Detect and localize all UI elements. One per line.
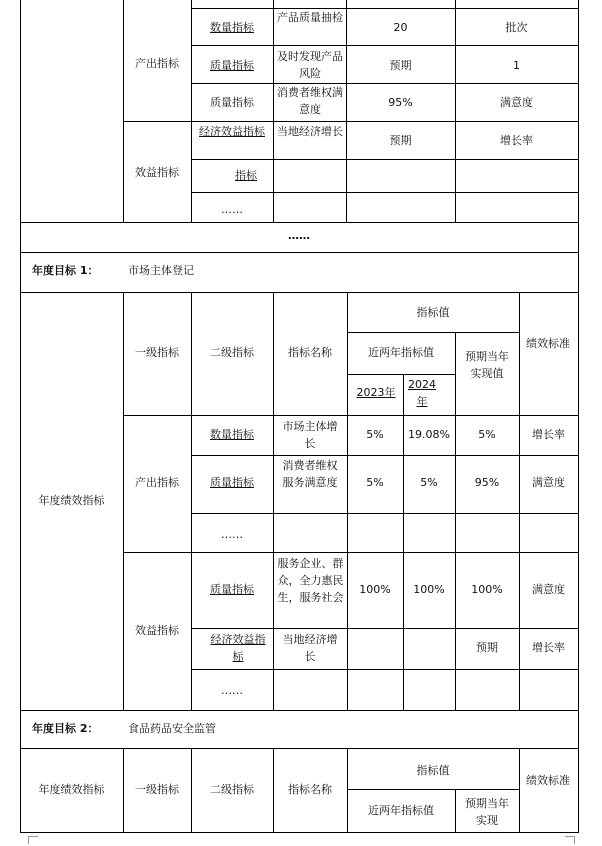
table-rule [347,789,520,790]
table-rule [191,628,579,629]
table-rule [191,669,579,670]
header-level2: 二级指标 [210,346,254,359]
annual-performance-label: 年度绩效指标 [38,783,105,796]
annual-performance-label: 年度绩效指标 [38,494,105,507]
table-rule [347,748,348,833]
expected-value: 5% [478,428,496,441]
table-rule [191,159,579,160]
output-indicator-label: 产出指标 [135,476,179,489]
value-2023: 5% [366,428,384,441]
value-2024: 5% [420,476,438,489]
ellipsis: …… [221,684,243,697]
table-rule [191,192,579,193]
indicator-unit: 满意度 [500,96,533,109]
annual-goal-label: 年度目标 2： [32,722,99,735]
table-rule [20,710,579,711]
table-rule [455,789,456,833]
indicator-name: 消费者维权满意度 [277,86,343,116]
header-indicator-name: 指标名称 [288,783,332,796]
indicator-value: 95% [388,96,413,109]
output-indicator-label: 产出指标 [135,57,179,70]
indicator-name: 当地经济增长 [282,633,338,663]
page-corner-mark [28,836,29,844]
table-rule [519,748,520,833]
annual-goal-text: 市场主体登记 [128,264,194,277]
table-rule [403,415,404,711]
header-performance-standard: 绩效标准 [526,774,570,787]
secondary-indicator: 质量指标 [210,96,254,109]
page-corner-mark [565,836,575,837]
performance-standard: 满意度 [532,476,565,489]
header-expected-value: 预期当年实现值 [465,350,509,380]
expected-value: 预期 [476,641,498,654]
table-rule [20,832,579,833]
indicator-unit: 批次 [505,21,528,34]
annual-goal-label: 年度目标 1： [32,264,99,277]
table-rule [20,252,579,253]
table-rule [20,748,579,749]
header-year-2023: 2023年 [356,386,396,399]
table-rule [20,292,579,293]
secondary-indicator: 数量指标 [210,21,254,34]
header-level2: 二级指标 [210,783,254,796]
performance-standard: 增长率 [532,428,565,441]
indicator-value: 预期 [389,59,412,72]
section-ellipsis: …… [288,229,310,242]
header-level1: 一级指标 [135,346,179,359]
indicator-value: 预期 [389,134,412,147]
header-recent-values: 近两年指标值 [368,804,434,817]
table-rule [191,513,579,514]
secondary-indicator: 质量指标 [210,583,254,596]
header-indicator-name: 指标名称 [288,346,332,359]
secondary-indicator: 质量指标 [210,59,254,72]
table-rule [347,332,520,333]
secondary-indicator: 经济效益指标 [210,633,266,663]
header-year-2024: 2024年 [408,378,436,408]
annual-goal-text: 食品药品安全监管 [128,722,216,735]
indicator-name: 消费者维权服务满意度 [282,459,338,489]
table-rule [191,45,579,46]
table-rule [191,455,579,456]
secondary-indicator: 质量指标 [210,476,254,489]
indicator-value: 20 [393,21,408,34]
indicator-name: 市场主体增长 [282,420,338,450]
table-rule [123,415,579,416]
table-rule [273,0,274,223]
performance-standard: 满意度 [532,583,565,596]
table-rule [191,83,579,84]
table-rule [191,8,579,9]
indicator-name: 服务企业、群众，全力惠民生，服务社会 [277,557,344,604]
performance-standard: 增长率 [532,641,565,654]
table-rule [403,374,404,416]
header-indicator-value: 指标值 [416,764,450,777]
table-rule [123,0,124,223]
indicator-name: 产品质量抽检 [277,11,343,24]
table-rule [123,121,579,122]
indicator-name: 及时发现产品风险 [277,50,343,80]
expected-value: 100% [471,583,503,596]
benefit-indicator-label: 效益指标 [135,166,179,179]
ellipsis: …… [221,203,243,216]
indicator-name: 当地经济增长 [277,125,343,138]
header-recent-values: 近两年指标值 [368,346,434,359]
page-corner-mark [574,836,575,844]
value-2023: 5% [366,476,384,489]
table-rule [20,222,579,223]
benefit-indicator-label: 效益指标 [135,624,179,637]
table-rule [347,374,456,375]
indicator-unit: 1 [513,59,520,72]
header-expected-value: 预期当年实现 [465,797,509,827]
indicator-unit: 增长率 [500,134,533,147]
secondary-indicator: 经济效益指标 [199,125,265,138]
value-2024: 100% [413,583,445,596]
header-indicator-value: 指标值 [416,306,450,319]
expected-value: 95% [474,476,500,489]
secondary-indicator: 数量指标 [210,428,254,441]
table-rule [123,552,579,553]
ellipsis: …… [221,528,243,541]
value-2024: 19.08% [408,428,450,441]
page-corner-mark [28,836,38,837]
value-2023: 100% [359,583,391,596]
table-rule [20,0,21,833]
secondary-indicator: 指标 [235,169,257,182]
header-performance-standard: 绩效标准 [526,337,570,350]
header-level1: 一级指标 [135,783,179,796]
table-rule [578,0,579,833]
